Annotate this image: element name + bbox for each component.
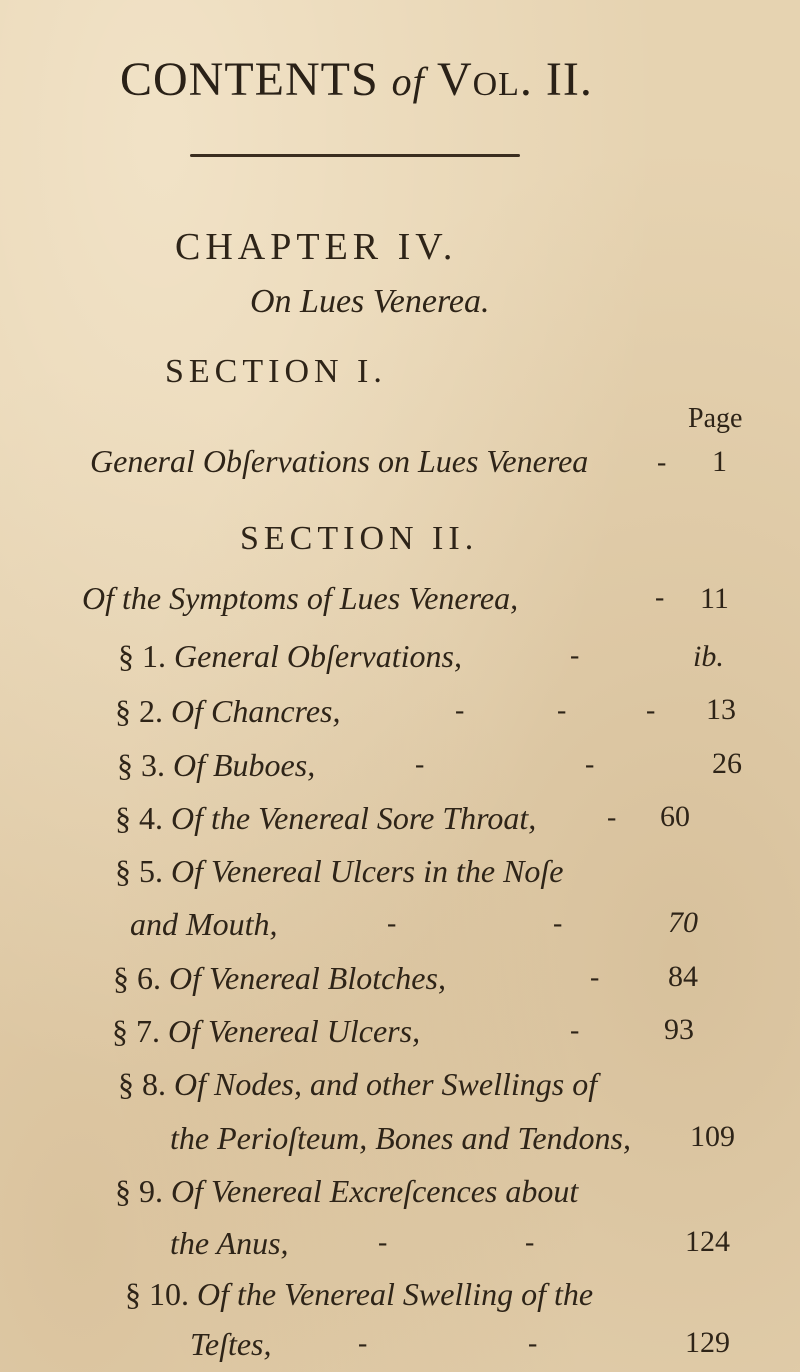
entry-mark: § 10. [125,1276,189,1312]
entry-3-page: 26 [712,747,742,780]
entry-8-continuation: the Perioſteum, Bones and Tendons, [170,1120,631,1156]
entry-2-page: 13 [706,693,736,726]
entry-7-page: 93 [664,1013,694,1046]
leader-dash: - [590,962,600,993]
entry-mark: § 6. [113,960,161,996]
leader-dash: - [528,1328,538,1359]
entry-9-continuation: the Anus, [170,1225,289,1261]
entry-mark: § 9. [115,1173,163,1209]
leader-dash: - [570,1015,580,1046]
entry-mark: § 3. [117,747,165,783]
entry-text: Of the Venereal Sore Throat, [171,800,537,836]
entry-6 [113,960,446,997]
section-1-page: 1 [712,445,727,478]
entry-1-page: ib. [693,640,724,673]
entry-9 [115,1173,578,1210]
entry-text: Of Chancres, [171,693,341,729]
entry-1 [118,638,462,675]
entry-8 [118,1066,597,1103]
entry-text: Of the Venereal Swelling of the [197,1276,594,1312]
contents-word: CONTENTS [120,53,379,106]
section-1-title: General Obſervations on Lues Venerea [90,443,589,479]
chapter-subtitle [250,283,490,321]
leader-dash: - [378,1227,388,1258]
leader-dash: - [646,695,656,726]
leader-dash: - [525,1227,535,1258]
entry-5-page: 70 [668,906,698,939]
entry-text: Of Venereal Blotches, [169,960,446,996]
entry-text: Of Buboes, [173,747,316,783]
leader-dash: - [585,749,595,780]
chapter-subtitle-text: On Lues Venerea. [250,283,490,320]
entry-9-page: 124 [685,1225,730,1258]
entry-4-page: 60 [660,800,690,833]
section-2-title: Of the Symptoms of Lues Venerea, [82,580,519,616]
entry-7 [112,1013,420,1050]
leader-dash: - [455,695,465,726]
entry-5-continuation: and Mouth, [130,906,278,942]
leader-dash: - [387,908,397,939]
entry-mark: § 2. [115,693,163,729]
leader-dash: - [557,695,567,726]
entry-mark: § 8. [118,1066,166,1102]
section-heading-2: SECTION II. [240,520,479,557]
entry-mark: § 4. [115,800,163,836]
entry-8-page: 109 [690,1120,735,1153]
chapter-title: CHAPTER IV. [175,226,458,268]
leader-dash: - [657,447,667,478]
entry-mark: § 5. [115,853,163,889]
entry-mark: § 1. [118,638,166,674]
entry-text: General Obſervations, [174,638,462,674]
entry-10-page: 129 [685,1326,730,1359]
leader-dash: - [358,1328,368,1359]
leader-dash: - [655,582,665,613]
entry-6-page: 84 [668,960,698,993]
entry-3 [117,747,315,784]
entry-text: Of Venereal Excreſcences about [171,1173,579,1209]
section-2-page: 11 [700,582,729,615]
entry-4 [115,800,536,837]
section-heading-1: SECTION I. [165,353,387,390]
leader-dash: - [607,802,617,833]
entry-10 [125,1276,593,1313]
leader-dash: - [570,640,580,671]
page-column-label: Page [688,403,743,434]
entry-2 [115,693,340,730]
entry-text: Of Nodes, and other Swellings of [174,1066,598,1102]
entry-text: Of Venereal Ulcers, [168,1013,421,1049]
leader-dash: - [553,908,563,939]
entry-10-continuation: Teſtes, [190,1326,272,1362]
leader-dash: - [415,749,425,780]
contents-heading [120,52,593,107]
entry-text: Of Venereal Ulcers in the Noſe [171,853,564,889]
entry-5 [115,853,564,890]
volume-label: Vol. II. [436,53,593,106]
entry-mark: § 7. [112,1013,160,1049]
of-word: of [391,59,425,104]
ornamental-rule [190,154,520,157]
